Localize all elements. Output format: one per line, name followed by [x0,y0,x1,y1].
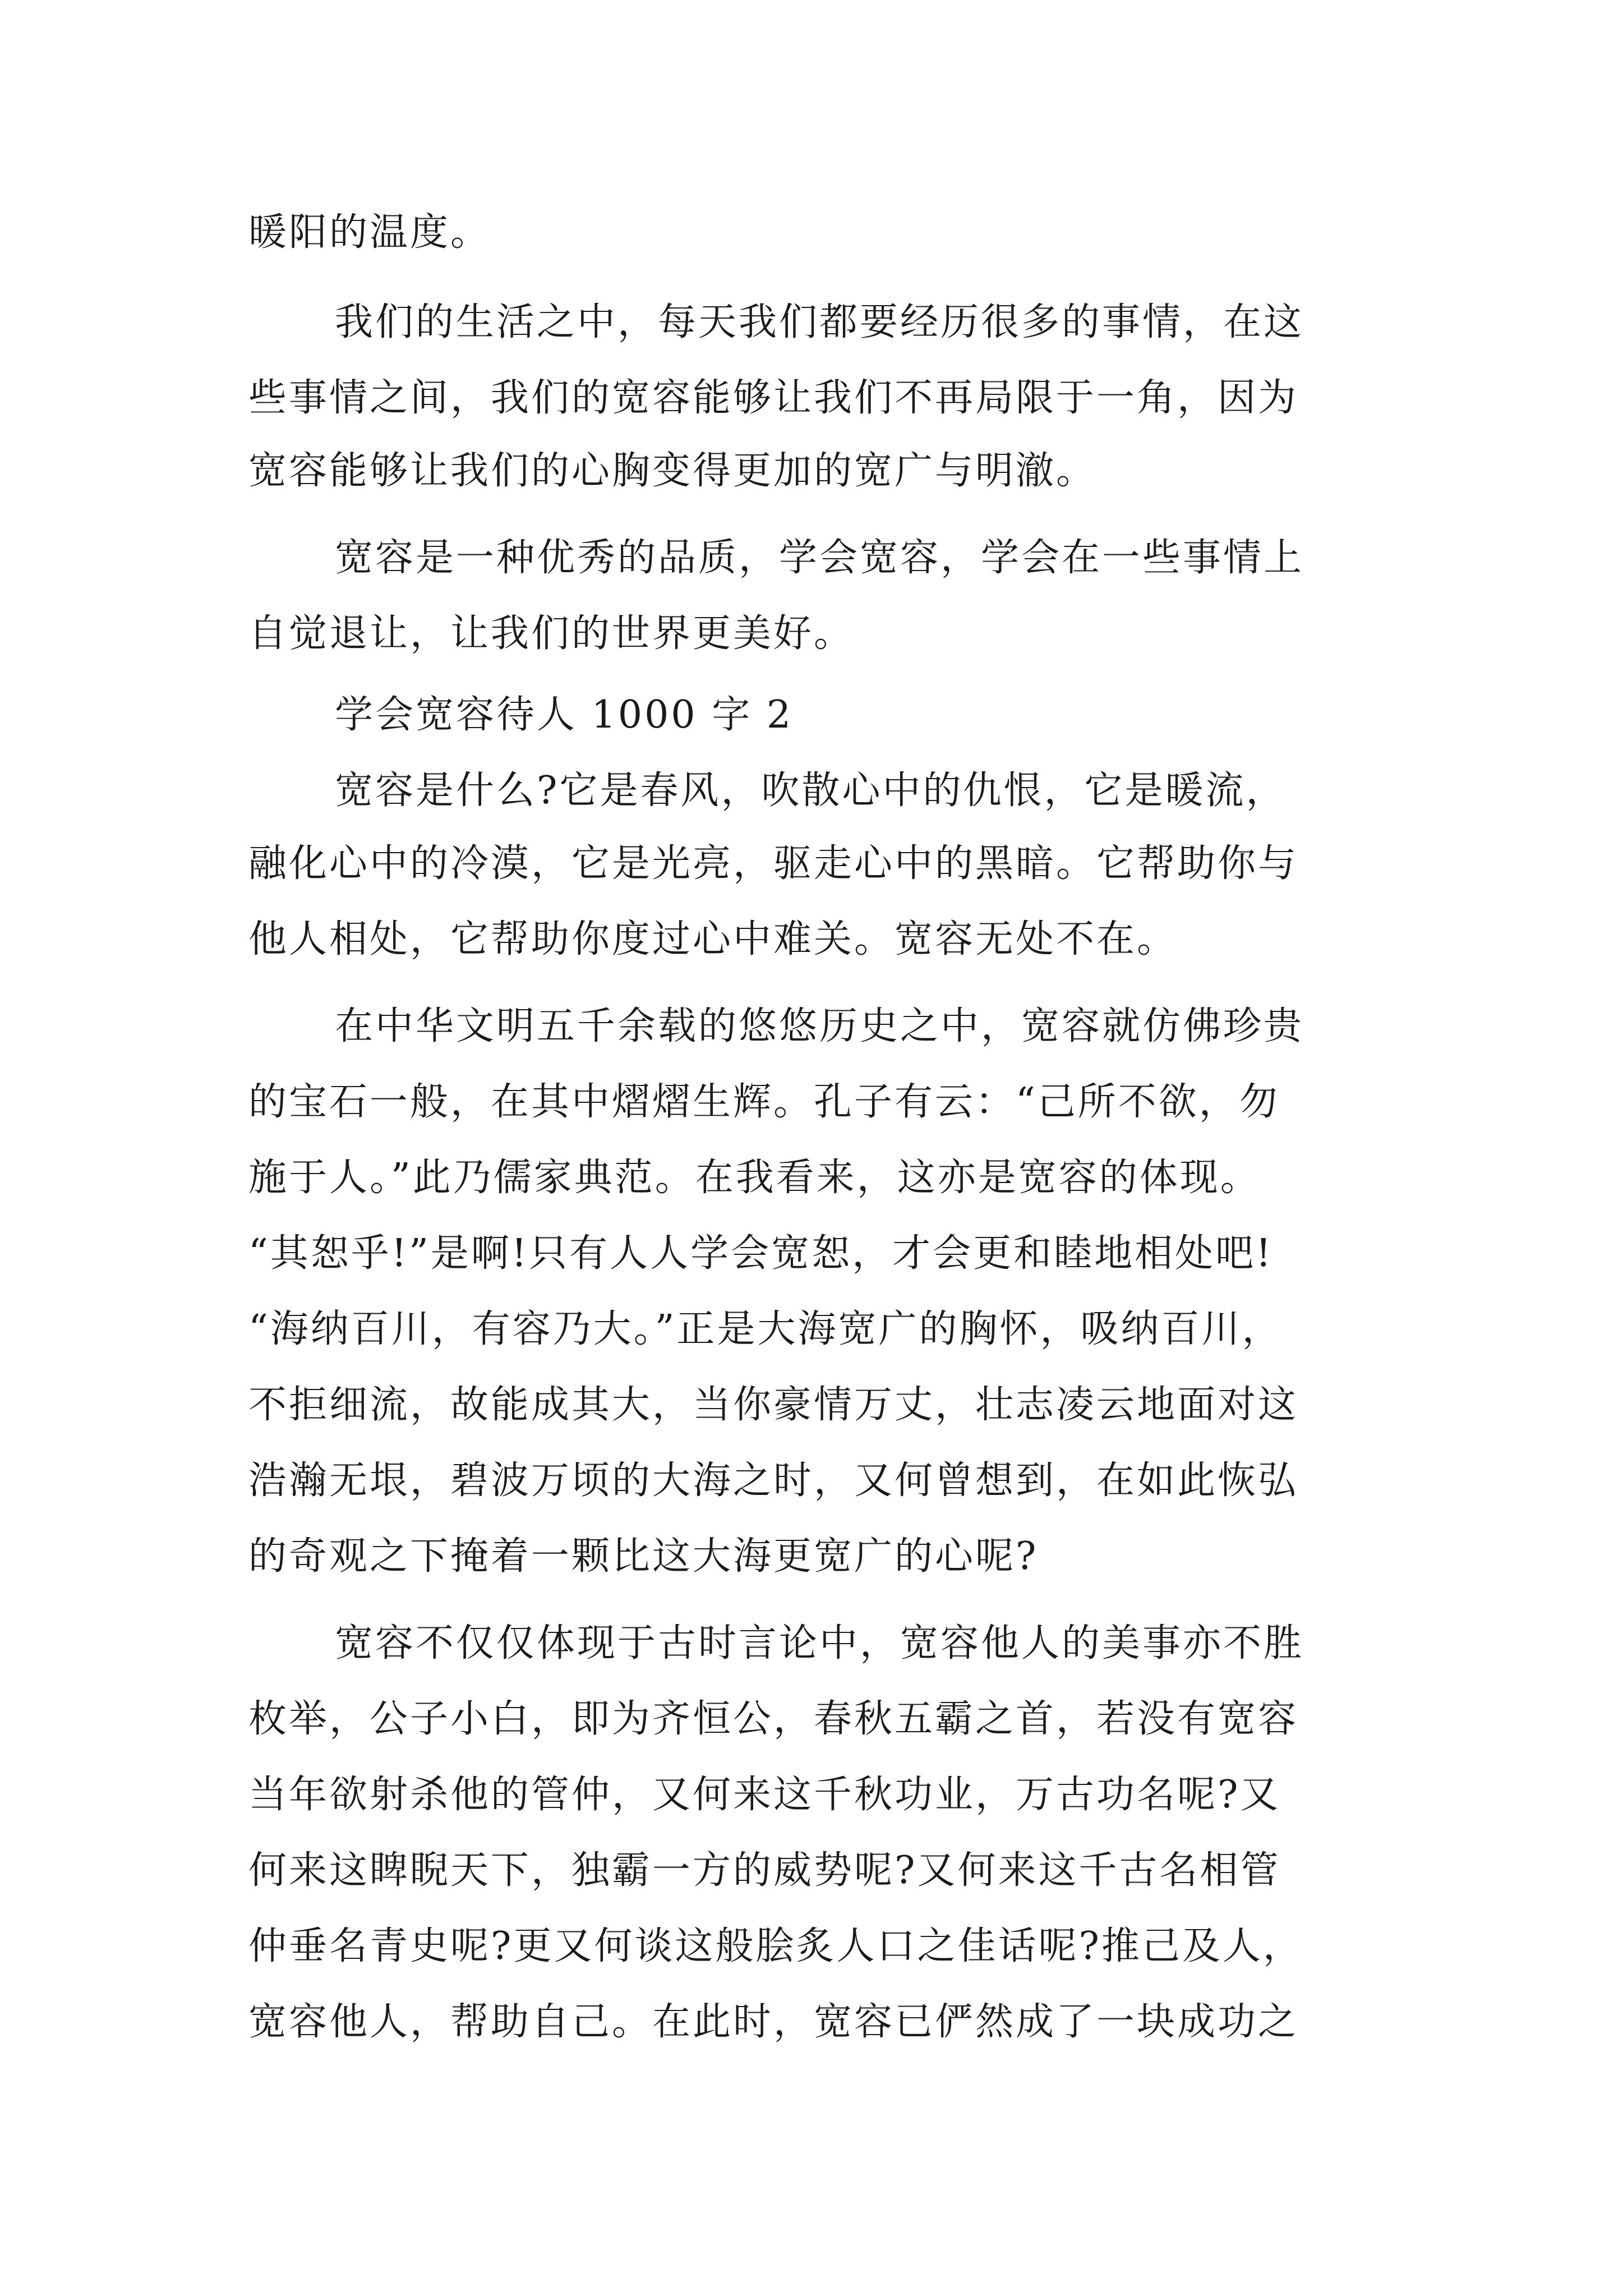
text-line: 些事情之间，我们的宽容能够让我们不再局限于一角，因为 [248,376,1299,420]
text-line: 自觉退让，让我们的世界更美好。 [248,611,855,656]
text-line: 枚举，公子小白，即为齐恒公，春秋五霸之首，若没有宽容 [248,1697,1299,1741]
text-line: 当年欲射杀他的管仲，又何来这千秋功业，万古功名呢?又 [248,1773,1281,1817]
text-line: 施于人。”此乃儒家典范。在我看来，这亦是宽容的体现。 [248,1156,1261,1200]
text-line: 宽容不仅仅体现于古时言论中，宽容他人的美事亦不胜 [335,1621,1304,1665]
text-line: 他人相处，它帮助你度过心中难关。宽容无处不在。 [248,917,1178,961]
text-line: “海纳百川，有容乃大。”正是大海宽广的胸怀，吸纳百川， [248,1307,1283,1351]
text-line: “其恕乎!”是啊!只有人人学会宽恕，才会更和睦地相处吧! [248,1231,1274,1276]
text-line: 在中华文明五千余载的悠悠历史之中，宽容就仿佛珍贵 [335,1004,1304,1048]
text-line: 宽容能够让我们的心胸变得更加的宽广与明澈。 [248,449,1097,493]
text-line: 何来这睥睨天下，独霸一方的威势呢?又何来这千古名相管 [248,1848,1281,1893]
text-line: 浩瀚无垠，碧波万顷的大海之时，又何曾想到，在如此恢弘 [248,1458,1299,1503]
text-line: 暖阳的温度。 [248,210,491,255]
text-line: 宽容他人，帮助自己。在此时，宽容已俨然成了一块成功之 [248,2000,1299,2044]
text-line: 不拒细流，故能成其大，当你豪情万丈，壮志凌云地面对这 [248,1383,1299,1427]
text-line: 仲垂名青史呢?更又何谈这般脍炙人口之佳话呢?推己及人， [248,1924,1303,1968]
text-line: 的宝石一般，在其中熠熠生辉。孔子有云：“己所不欲，勿 [248,1080,1280,1124]
text-line: 的奇观之下掩着一颗比这大海更宽广的心呢? [248,1534,1039,1579]
section-heading: 学会宽容待人 1000 字 2 [335,693,794,737]
text-line: 我们的生活之中，每天我们都要经历很多的事情，在这 [335,300,1304,344]
text-line: 宽容是一种优秀的品质，学会宽容，学会在一些事情上 [335,536,1304,580]
text-line: 融化心中的冷漠，它是光亮，驱走心中的黑暗。它帮助你与 [248,841,1299,886]
text-line: 宽容是什么?它是春风，吹散心中的仇恨，它是暖流， [335,769,1287,813]
